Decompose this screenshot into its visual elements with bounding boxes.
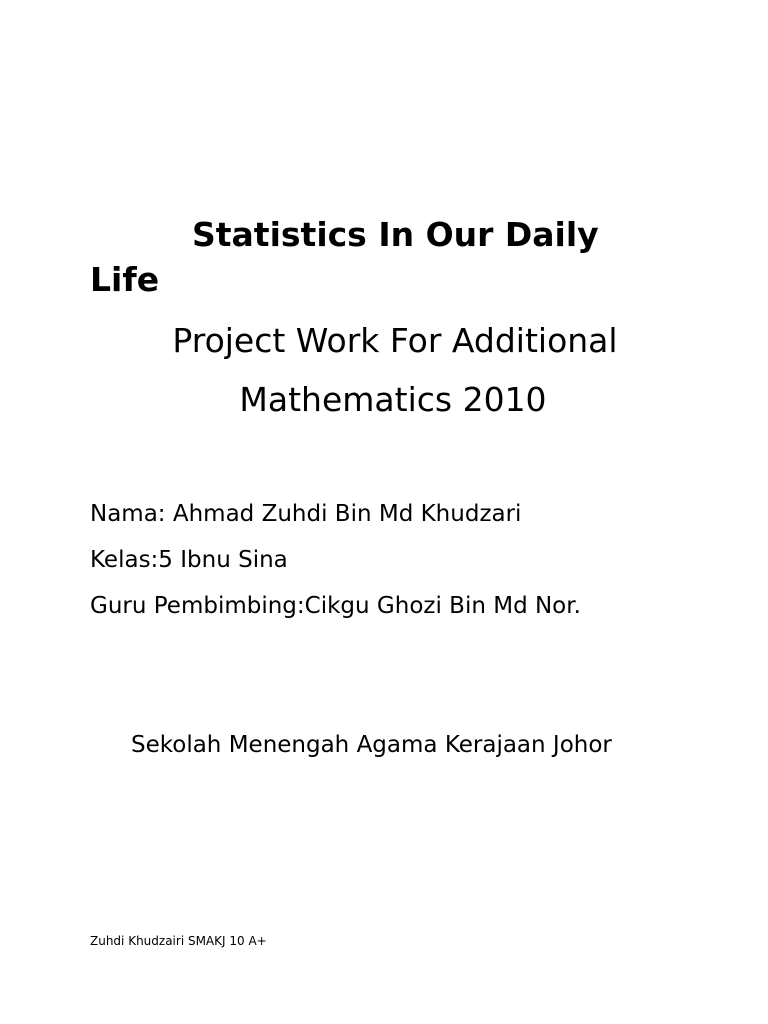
subtitle-line-1: Project Work For Additional [172,321,618,360]
document-title: Statistics In Our Daily Life [90,215,599,299]
page-footer: Zuhdi Khudzairi SMAKJ 10 A+ [90,934,267,948]
student-class: Kelas:5 Ibnu Sina [90,547,288,573]
school-name: Sekolah Menengah Agama Kerajaan Johor [131,732,612,758]
student-name: Nama: Ahmad Zuhdi Bin Md Khudzari [90,501,522,527]
subtitle-line-2: Mathematics 2010 [239,380,547,419]
supervising-teacher: Guru Pembimbing:Cikgu Ghozi Bin Md Nor. [90,593,581,619]
